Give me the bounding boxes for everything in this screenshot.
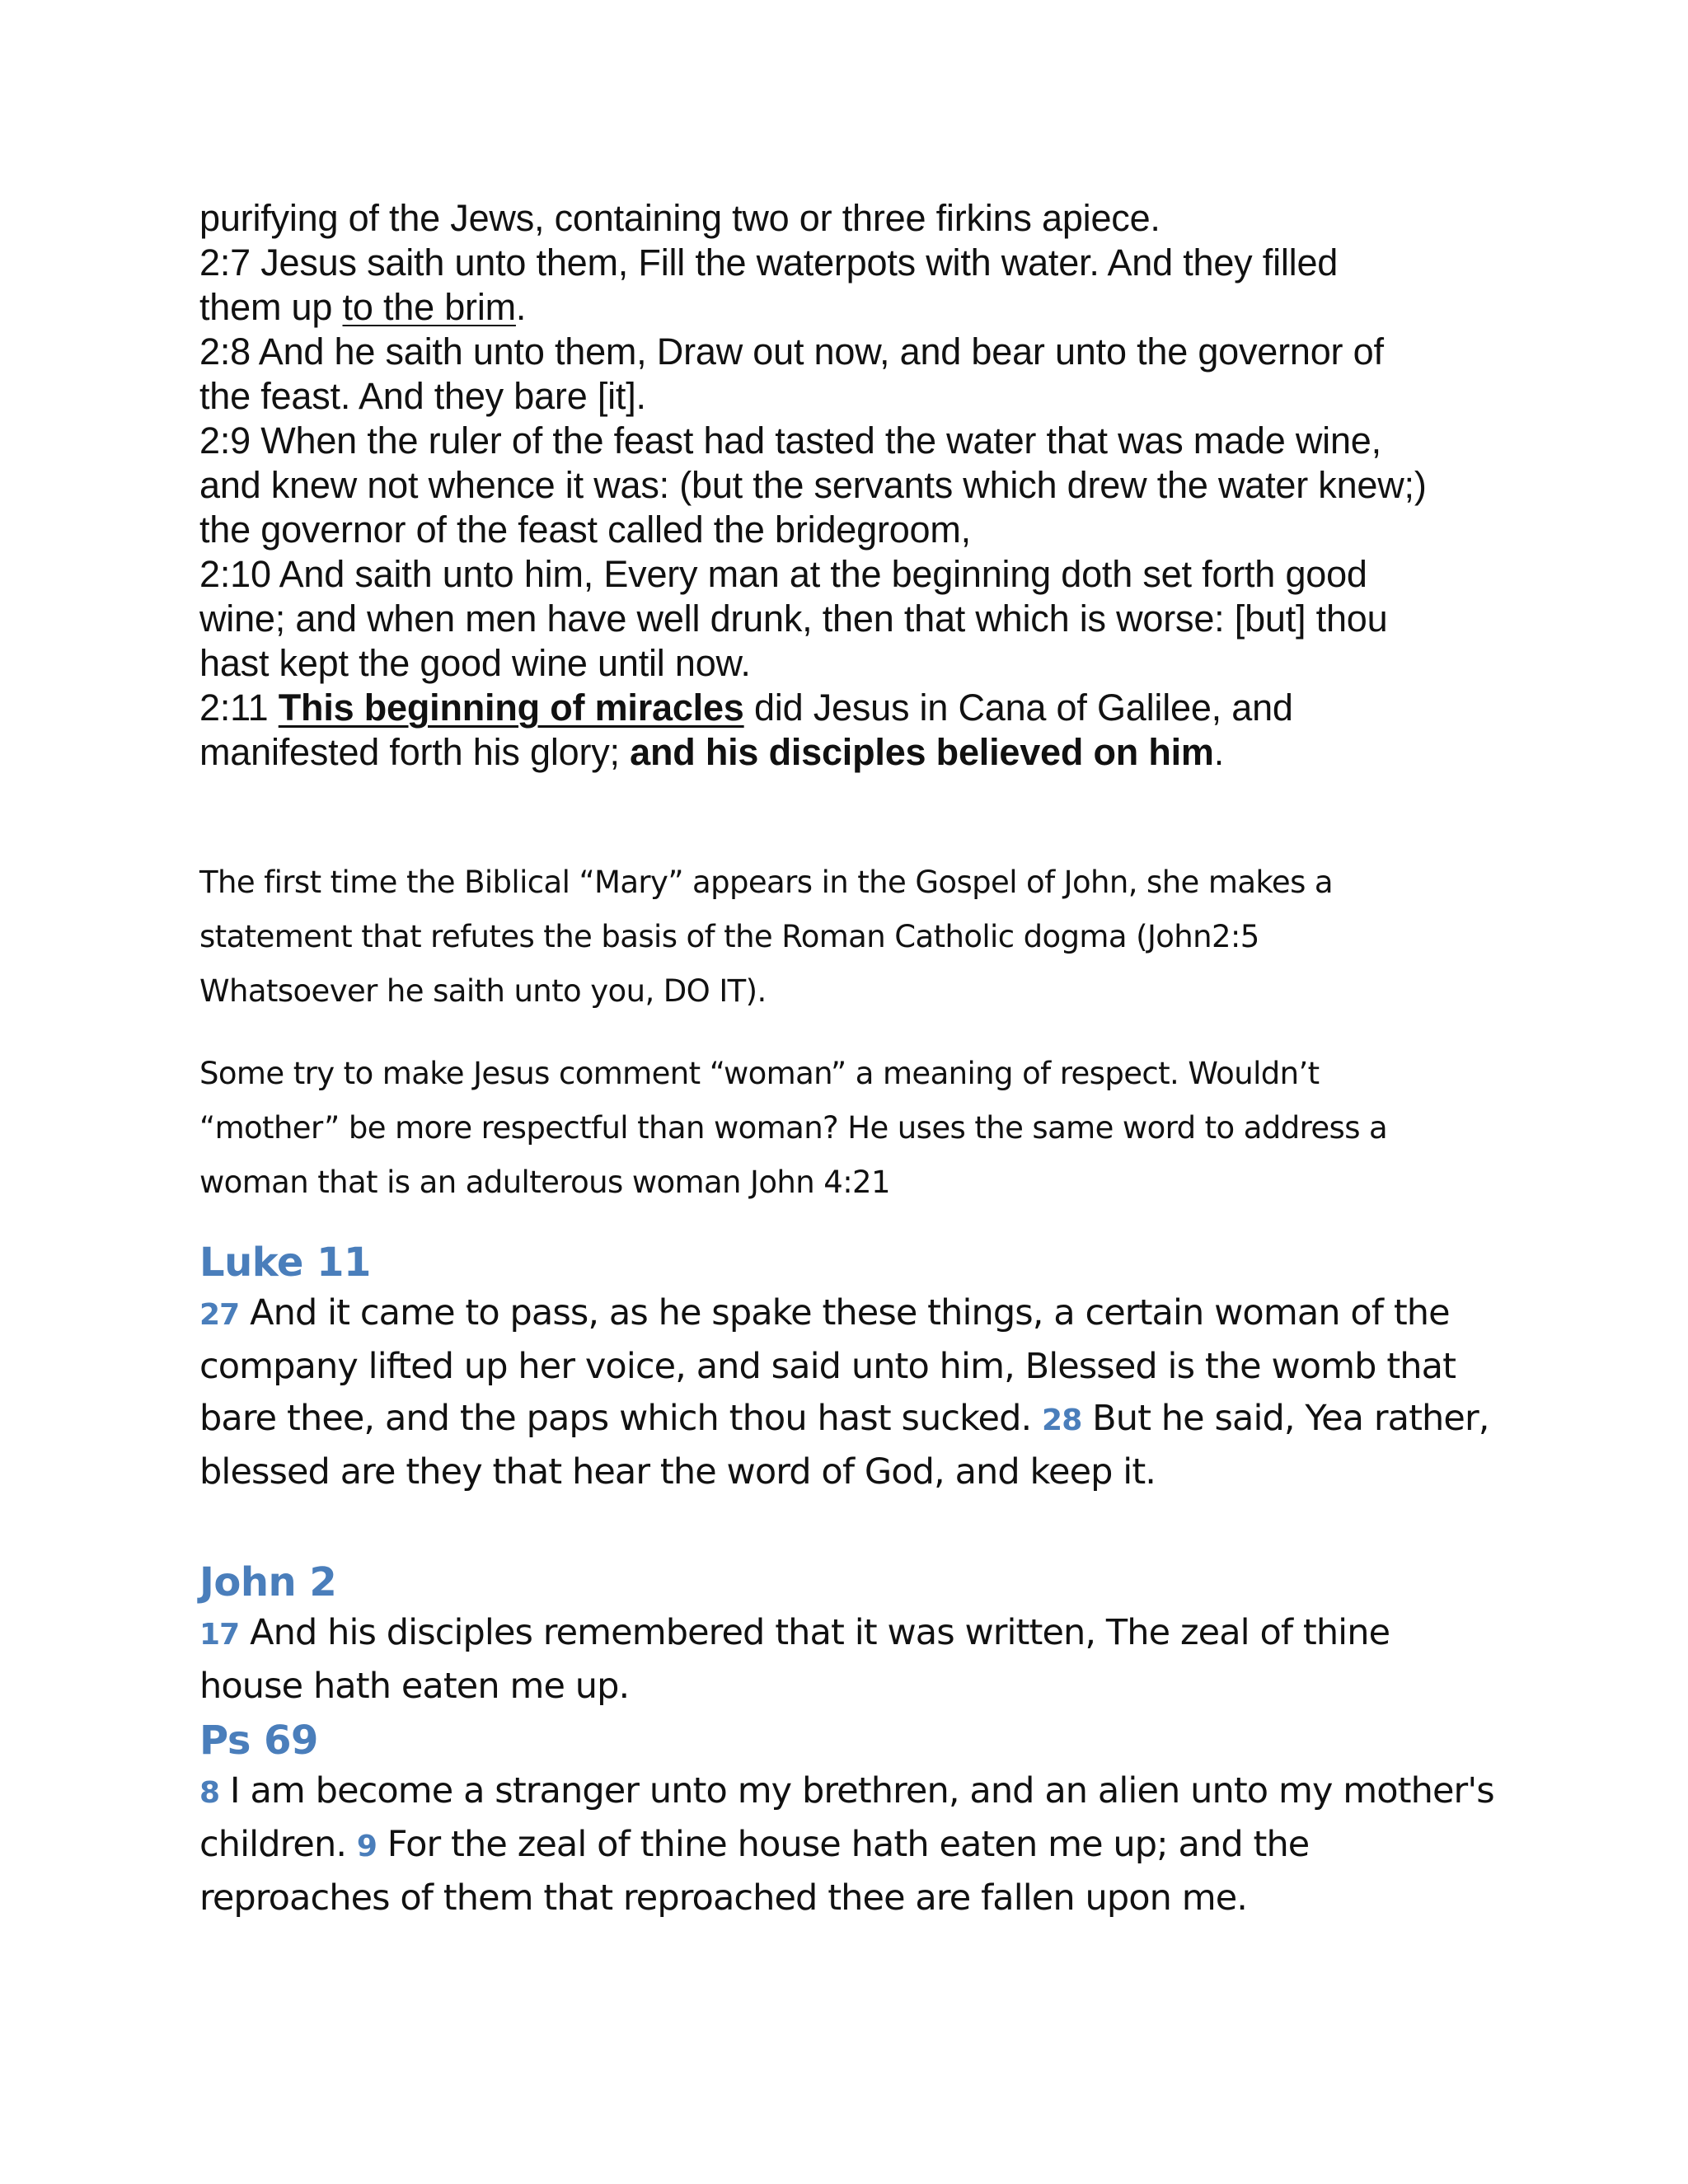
text-run: 2:11 bbox=[199, 687, 279, 729]
text-line bbox=[199, 1287, 1551, 1341]
text-line: purifying of the Jews, containing two or three firkins apiece. bbox=[199, 197, 1160, 239]
luke-11-verses bbox=[199, 1287, 1551, 1498]
text-line: Some try to make Jesus comment “woman” a meaning of respect. Wouldn’t bbox=[199, 1056, 1320, 1091]
verse-number: 17 bbox=[199, 1618, 240, 1652]
text-line bbox=[199, 285, 1551, 330]
john-2-verses bbox=[199, 1607, 1551, 1713]
text-line bbox=[199, 1607, 1551, 1661]
bold-phrase: and his disciples believed on him bbox=[630, 731, 1214, 773]
text-line: and knew not whence it was: (but the servants which drew the water knew;) bbox=[199, 464, 1427, 506]
text-line: the feast. And they bare [it]. bbox=[199, 375, 646, 417]
text-line: 2:8 And he saith unto them, Draw out now, and bear unto the governor of bbox=[199, 330, 1384, 373]
text-run: I am become a stranger unto my brethren, and an alien unto my mother's bbox=[219, 1770, 1494, 1811]
text-run: But he said, Yea rather, bbox=[1081, 1398, 1489, 1439]
text-run: them up bbox=[199, 286, 343, 328]
text-run: children. bbox=[199, 1824, 357, 1865]
john-2-kjv-passage bbox=[199, 196, 1551, 775]
text-line: woman that is an adulterous woman John 4:21 bbox=[199, 1165, 890, 1200]
psalm-heading: Ps 69 bbox=[199, 1718, 318, 1764]
text-run: And it came to pass, as he spake these things, a certain woman of the bbox=[239, 1292, 1450, 1333]
underlined-phrase: to the brim bbox=[342, 286, 516, 328]
text-line bbox=[199, 1819, 1551, 1872]
text-line bbox=[199, 1393, 1551, 1446]
text-run: For the zeal of thine house hath eaten me up; and the bbox=[377, 1824, 1310, 1865]
text-line bbox=[199, 730, 1551, 775]
verse-number: 28 bbox=[1042, 1404, 1082, 1437]
text-line: company lifted up her voice, and said unto him, Blessed is the womb that bbox=[199, 1346, 1456, 1387]
verse-number: 27 bbox=[199, 1298, 240, 1332]
commentary-paragraph-woman bbox=[199, 1047, 1551, 1210]
text-line: blessed are they that hear the word of God, and keep it. bbox=[199, 1451, 1156, 1493]
text-line: 2:10 And saith unto him, Every man at the beginning doth set forth good bbox=[199, 553, 1367, 595]
commentary-paragraph-mary bbox=[199, 855, 1551, 1019]
text-run: bare thee, and the paps which thou hast sucked. bbox=[199, 1398, 1043, 1439]
text-line: The first time the Biblical “Mary” appears in the Gospel of John, she makes a bbox=[199, 865, 1333, 900]
text-line bbox=[199, 1765, 1551, 1819]
text-line: reproaches of them that reproached thee are fallen upon me. bbox=[199, 1877, 1248, 1919]
text-run: And his disciples remembered that it was written, The zeal of thine bbox=[239, 1612, 1390, 1653]
text-run: manifested forth his glory; bbox=[199, 731, 631, 773]
verse-number: 8 bbox=[199, 1776, 220, 1810]
text-run: did Jesus in Cana of Galilee, and bbox=[743, 687, 1293, 729]
emphasized-phrase: This beginning of miracles bbox=[278, 687, 744, 729]
text-line: 2:7 Jesus saith unto them, Fill the waterpots with water. And they filled bbox=[199, 241, 1339, 284]
text-line: house hath eaten me up. bbox=[199, 1666, 630, 1707]
text-line: the governor of the feast called the bridegroom, bbox=[199, 509, 971, 551]
text-line: hast kept the good wine until now. bbox=[199, 642, 751, 684]
text-line bbox=[199, 686, 1551, 730]
text-line: Whatsoever he saith unto you, DO IT). bbox=[199, 973, 767, 1009]
text-line: wine; and when men have well drunk, then that which is worse: [but] thou bbox=[199, 598, 1388, 640]
verse-number: 9 bbox=[356, 1830, 377, 1863]
document-page bbox=[199, 196, 1551, 1924]
luke-heading: Luke 11 bbox=[199, 1240, 371, 1286]
text-line: statement that refutes the basis of the Roman Catholic dogma (John2:5 bbox=[199, 919, 1259, 954]
john-heading: John 2 bbox=[199, 1559, 337, 1605]
text-run: . bbox=[515, 286, 527, 328]
text-line: “mother” be more respectful than woman? He uses the same word to address a bbox=[199, 1110, 1388, 1146]
psalm-69-verses bbox=[199, 1765, 1551, 1924]
text-run: . bbox=[1213, 731, 1225, 773]
text-line: 2:9 When the ruler of the feast had tasted the water that was made wine, bbox=[199, 419, 1381, 462]
